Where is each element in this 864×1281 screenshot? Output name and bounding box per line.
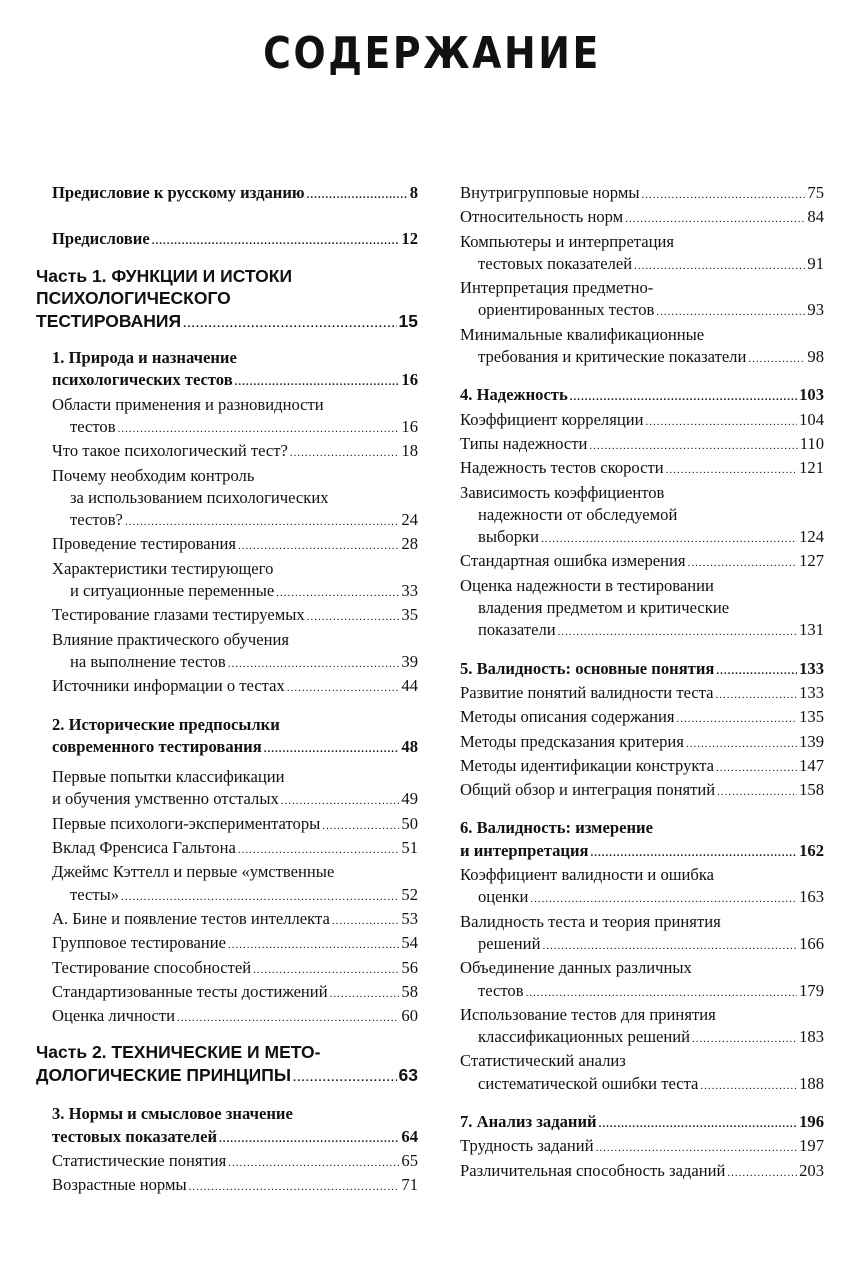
toc-item[interactable]: Почему необходим контроль за использованием психологических тестов? ..... 24 xyxy=(52,465,418,534)
toc-item[interactable]: Статистические понятия ..... 65 xyxy=(52,1150,418,1174)
toc-chapter-2[interactable]: 2. Исторические предпосылки современного тестирования ..... 48 xyxy=(52,714,418,761)
toc-entry-preface-russian[interactable]: Предисловие к русскому изданию ..... 8 xyxy=(52,182,418,206)
toc-item[interactable]: Развитие понятий валидности теста ..... 133 xyxy=(460,682,824,706)
toc-item[interactable]: Методы описания содержания ..... 135 xyxy=(460,706,824,730)
toc-chapter-7-items xyxy=(460,1135,824,1184)
toc-chapter-6[interactable]: 6. Валидность: измерение и интерпретация ..... 162 xyxy=(460,817,824,864)
toc-item[interactable]: Методы идентификации конструкта ..... 147 xyxy=(460,755,824,779)
toc-left-column xyxy=(36,182,418,1199)
toc-item[interactable]: Стандартная ошибка измерения ..... 127 xyxy=(460,550,824,574)
page-title: СОДЕРЖАНИЕ xyxy=(263,28,601,79)
toc-item[interactable]: Методы предсказания критерия ..... 139 xyxy=(460,731,824,755)
toc-chapter-1-items xyxy=(52,394,418,700)
toc-item[interactable]: Влияние практического обучения на выполнение тестов ..... 39 xyxy=(52,629,418,676)
toc-part-1[interactable]: Часть 1. ФУНКЦИИ И ИСТОКИ ПСИХОЛОГИЧЕСКОГО ТЕСТИРОВАНИЯ ..... 15 xyxy=(36,265,418,336)
toc-chapter-4-items xyxy=(460,409,824,644)
toc-item[interactable]: Коэффициент валидности и ошибка оценки ..... 163 xyxy=(460,864,824,911)
toc-item[interactable]: Оценка личности ..... 60 xyxy=(52,1005,418,1029)
toc-item[interactable]: Трудность заданий ..... 197 xyxy=(460,1135,824,1159)
toc-chapter-3[interactable]: 3. Нормы и смысловое значение тестовых показателей ..... 64 xyxy=(52,1103,418,1150)
toc-item[interactable]: Групповое тестирование ..... 54 xyxy=(52,932,418,956)
toc-item[interactable]: Тестирование глазами тестируемых ..... 35 xyxy=(52,604,418,628)
toc-chapter-3-items xyxy=(52,1150,418,1199)
toc-item[interactable]: Возрастные нормы ..... 71 xyxy=(52,1174,418,1198)
toc-item[interactable]: Относительность норм ..... 84 xyxy=(460,206,824,230)
toc-item[interactable]: Статистический анализ систематической ошибки теста ..... 188 xyxy=(460,1050,824,1097)
toc-item[interactable]: Объединение данных различных тестов ..... 179 xyxy=(460,957,824,1004)
toc-item[interactable]: Вклад Френсиса Гальтона ..... 51 xyxy=(52,837,418,861)
toc-chapter-5[interactable]: 5. Валидность: основные понятия ..... 133 xyxy=(460,658,824,682)
toc-item[interactable]: Стандартизованные тесты достижений ..... 58 xyxy=(52,981,418,1005)
toc-item[interactable]: Первые попытки классификации и обучения умственно отсталых ..... 49 xyxy=(52,766,418,813)
toc-item[interactable]: Различительная способность заданий ..... 203 xyxy=(460,1160,824,1184)
toc-item[interactable]: Компьютеры и интерпретация тестовых показателей ..... 91 xyxy=(460,231,824,278)
toc-item[interactable]: Интерпретация предметно- ориентированных тестов ..... 93 xyxy=(460,277,824,324)
toc-chapter-7[interactable]: 7. Анализ заданий ..... 196 xyxy=(460,1111,824,1135)
toc-item[interactable]: Первые психологи-экспериментаторы ..... 50 xyxy=(52,813,418,837)
toc-entry-preface[interactable]: Предисловие ..... 12 xyxy=(52,228,418,252)
toc-item[interactable]: Надежность тестов скорости ..... 121 xyxy=(460,457,824,481)
toc-item[interactable]: Что такое психологический тест? ..... 18 xyxy=(52,440,418,464)
toc-item[interactable]: Коэффициент корреляции ..... 104 xyxy=(460,409,824,433)
toc-item[interactable]: Источники информации о тестах ..... 44 xyxy=(52,675,418,699)
toc-item[interactable]: Типы надежности ..... 110 xyxy=(460,433,824,457)
toc-item[interactable]: Тестирование способностей ..... 56 xyxy=(52,957,418,981)
toc-item[interactable]: Области применения и разновидности тестов ..... 16 xyxy=(52,394,418,441)
toc-chapter-5-items xyxy=(460,682,824,803)
toc-chapter-1[interactable]: 1. Природа и назначение психологических тестов ..... 16 xyxy=(52,347,418,394)
toc-item[interactable]: Характеристики тестирующего и ситуационные переменные ..... 33 xyxy=(52,558,418,605)
toc-item[interactable]: Джеймс Кэттелл и первые «умственные тесты» ..... 52 xyxy=(52,861,418,908)
toc-right-column xyxy=(460,182,824,1184)
toc-item[interactable]: Зависимость коэффициентов надежности от обследуемой выборки ..... 124 xyxy=(460,482,824,551)
toc-chapter-6-items xyxy=(460,864,824,1097)
toc-part-2[interactable]: Часть 2. ТЕХНИЧЕСКИЕ И МЕТО- ДОЛОГИЧЕСКИЕ ПРИНЦИПЫ ..... 63 xyxy=(36,1041,418,1089)
toc-item[interactable]: Оценка надежности в тестировании владения предметом и критические показатели ..... 131 xyxy=(460,575,824,644)
toc-chapter-2-items xyxy=(52,766,418,1029)
toc-chapter-4[interactable]: 4. Надежность ..... 103 xyxy=(460,384,824,408)
toc-item[interactable]: Минимальные квалификационные требования и критические показатели ..... 98 xyxy=(460,324,824,371)
toc-item[interactable]: Общий обзор и интеграция понятий ..... 158 xyxy=(460,779,824,803)
toc-item[interactable]: Валидность теста и теория принятия решений ..... 166 xyxy=(460,911,824,958)
toc-item[interactable]: Использование тестов для принятия классификационных решений ..... 183 xyxy=(460,1004,824,1051)
toc-item[interactable]: Внутригрупповые нормы ..... 75 xyxy=(460,182,824,206)
toc-item[interactable]: А. Бине и появление тестов интеллекта ..... 53 xyxy=(52,908,418,932)
toc-item[interactable]: Проведение тестирования ..... 28 xyxy=(52,533,418,557)
toc-chapter-3-items-continued xyxy=(460,182,824,370)
